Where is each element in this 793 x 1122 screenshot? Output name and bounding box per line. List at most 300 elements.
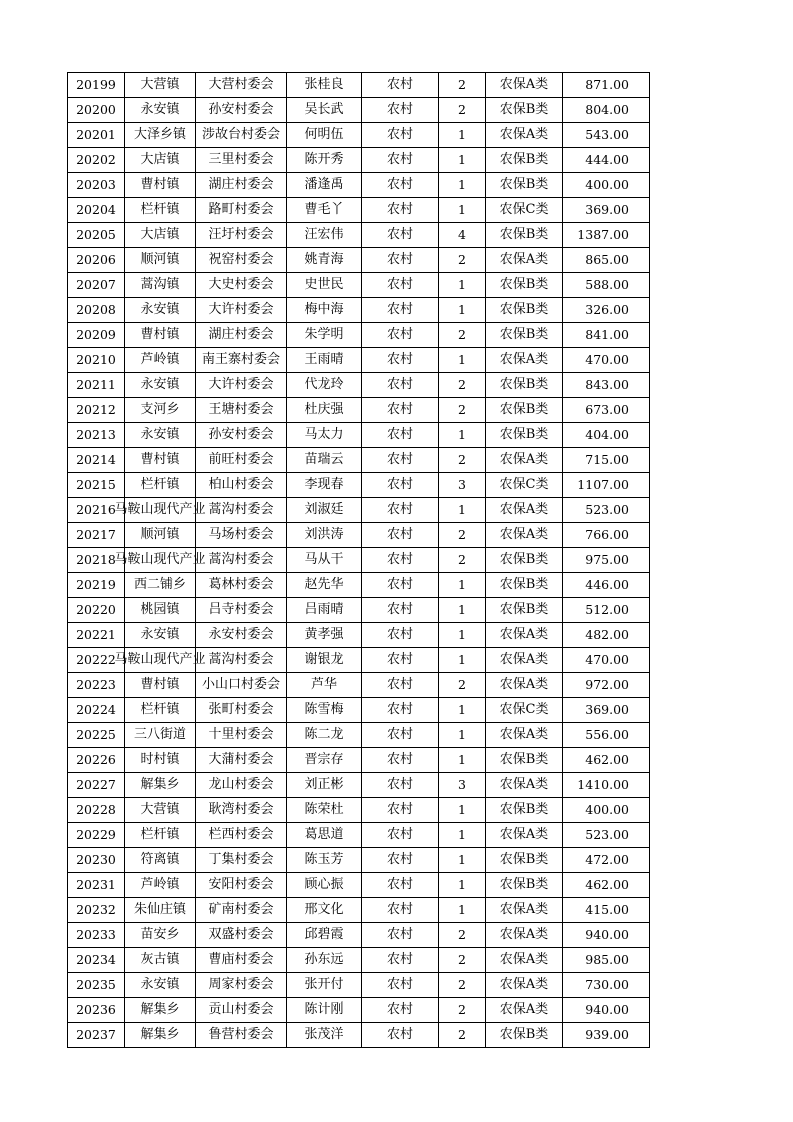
insurance-category-cell: 农保A类 xyxy=(486,623,563,648)
amount-cell: 400.00 xyxy=(563,173,650,198)
table-row xyxy=(68,548,650,573)
amount-cell: 470.00 xyxy=(563,648,650,673)
insurance-category-cell: 农保A类 xyxy=(486,248,563,273)
person-name-cell: 李现春 xyxy=(287,473,362,498)
person-name-cell: 陈开秀 xyxy=(287,148,362,173)
village-committee-cell: 耿湾村委会 xyxy=(196,798,287,823)
household-count-cell: 1 xyxy=(439,148,486,173)
record-id-cell: 20199 xyxy=(68,73,125,98)
table-row xyxy=(68,748,650,773)
person-name-cell: 陈玉芳 xyxy=(287,848,362,873)
person-name-cell: 赵先华 xyxy=(287,573,362,598)
table-row xyxy=(68,573,650,598)
household-count-cell: 2 xyxy=(439,248,486,273)
insurance-category-cell: 农保A类 xyxy=(486,448,563,473)
amount-cell: 940.00 xyxy=(563,998,650,1023)
household-count-cell: 3 xyxy=(439,473,486,498)
amount-cell: 404.00 xyxy=(563,423,650,448)
amount-cell: 843.00 xyxy=(563,373,650,398)
residence-type-cell: 农村 xyxy=(362,623,439,648)
records-table xyxy=(67,72,650,1048)
village-committee-cell: 柏山村委会 xyxy=(196,473,287,498)
town-cell: 曹村镇 xyxy=(125,448,196,473)
household-count-cell: 2 xyxy=(439,323,486,348)
record-id-cell: 20218 xyxy=(68,548,125,573)
village-committee-cell: 涉故台村委会 xyxy=(196,123,287,148)
table-row xyxy=(68,973,650,998)
table-row xyxy=(68,448,650,473)
insurance-category-cell: 农保A类 xyxy=(486,73,563,98)
insurance-category-cell: 农保B类 xyxy=(486,598,563,623)
table-row xyxy=(68,173,650,198)
table-row xyxy=(68,73,650,98)
village-committee-cell: 孙安村委会 xyxy=(196,423,287,448)
residence-type-cell: 农村 xyxy=(362,173,439,198)
village-committee-cell: 蒿沟村委会 xyxy=(196,498,287,523)
record-id-cell: 20235 xyxy=(68,973,125,998)
residence-type-cell: 农村 xyxy=(362,948,439,973)
town-cell: 栏杆镇 xyxy=(125,698,196,723)
table-row xyxy=(68,648,650,673)
amount-cell: 462.00 xyxy=(563,873,650,898)
insurance-category-cell: 农保B类 xyxy=(486,573,563,598)
person-name-cell: 陈二龙 xyxy=(287,723,362,748)
record-id-cell: 20201 xyxy=(68,123,125,148)
table-row xyxy=(68,623,650,648)
household-count-cell: 3 xyxy=(439,773,486,798)
record-id-cell: 20202 xyxy=(68,148,125,173)
town-cell: 栏杆镇 xyxy=(125,473,196,498)
town-cell: 解集乡 xyxy=(125,1023,196,1048)
person-name-cell: 吕雨晴 xyxy=(287,598,362,623)
person-name-cell: 刘正彬 xyxy=(287,773,362,798)
person-name-cell: 汪宏伟 xyxy=(287,223,362,248)
amount-cell: 841.00 xyxy=(563,323,650,348)
insurance-category-cell: 农保A类 xyxy=(486,773,563,798)
household-count-cell: 1 xyxy=(439,898,486,923)
insurance-category-cell: 农保A类 xyxy=(486,673,563,698)
household-count-cell: 2 xyxy=(439,973,486,998)
village-committee-cell: 大许村委会 xyxy=(196,373,287,398)
person-name-cell: 潘逢禹 xyxy=(287,173,362,198)
amount-cell: 673.00 xyxy=(563,398,650,423)
insurance-category-cell: 农保B类 xyxy=(486,323,563,348)
record-id-cell: 20200 xyxy=(68,98,125,123)
table-row xyxy=(68,823,650,848)
table-row xyxy=(68,873,650,898)
town-cell: 永安镇 xyxy=(125,973,196,998)
village-committee-cell: 大史村委会 xyxy=(196,273,287,298)
person-name-cell: 陈荣杜 xyxy=(287,798,362,823)
amount-cell: 400.00 xyxy=(563,798,650,823)
insurance-category-cell: 农保B类 xyxy=(486,423,563,448)
town-cell: 大店镇 xyxy=(125,148,196,173)
household-count-cell: 2 xyxy=(439,523,486,548)
town-cell: 灰古镇 xyxy=(125,948,196,973)
table-body xyxy=(68,73,650,1048)
household-count-cell: 2 xyxy=(439,398,486,423)
town-cell: 解集乡 xyxy=(125,773,196,798)
town-cell: 西二铺乡 xyxy=(125,573,196,598)
record-id-cell: 20223 xyxy=(68,673,125,698)
table-row xyxy=(68,473,650,498)
household-count-cell: 2 xyxy=(439,673,486,698)
table-row xyxy=(68,98,650,123)
amount-cell: 446.00 xyxy=(563,573,650,598)
person-name-cell: 代龙玲 xyxy=(287,373,362,398)
person-name-cell: 顾心振 xyxy=(287,873,362,898)
village-committee-cell: 张町村委会 xyxy=(196,698,287,723)
village-committee-cell: 吕寺村委会 xyxy=(196,598,287,623)
amount-cell: 730.00 xyxy=(563,973,650,998)
insurance-category-cell: 农保A类 xyxy=(486,998,563,1023)
table-row xyxy=(68,723,650,748)
insurance-category-cell: 农保A类 xyxy=(486,948,563,973)
amount-cell: 766.00 xyxy=(563,523,650,548)
record-id-cell: 20212 xyxy=(68,398,125,423)
residence-type-cell: 农村 xyxy=(362,848,439,873)
town-cell xyxy=(114,498,206,523)
household-count-cell: 1 xyxy=(439,698,486,723)
person-name-cell: 张茂洋 xyxy=(287,1023,362,1048)
record-id-cell: 20230 xyxy=(68,848,125,873)
insurance-category-cell: 农保A类 xyxy=(486,348,563,373)
town-cell: 朱仙庄镇 xyxy=(125,898,196,923)
town-cell: 芦岭镇 xyxy=(125,348,196,373)
household-count-cell: 1 xyxy=(439,348,486,373)
record-id-cell: 20203 xyxy=(68,173,125,198)
amount-cell: 715.00 xyxy=(563,448,650,473)
table-row xyxy=(68,698,650,723)
residence-type-cell: 农村 xyxy=(362,973,439,998)
record-id-cell: 20219 xyxy=(68,573,125,598)
table-row xyxy=(68,598,650,623)
residence-type-cell: 农村 xyxy=(362,198,439,223)
residence-type-cell: 农村 xyxy=(362,648,439,673)
village-committee-cell: 湖庄村委会 xyxy=(196,173,287,198)
town-cell: 三八街道 xyxy=(125,723,196,748)
residence-type-cell: 农村 xyxy=(362,123,439,148)
household-count-cell: 1 xyxy=(439,273,486,298)
village-committee-cell: 马场村委会 xyxy=(196,523,287,548)
household-count-cell: 1 xyxy=(439,823,486,848)
town-cell: 桃园镇 xyxy=(125,598,196,623)
person-name-cell: 邢文化 xyxy=(287,898,362,923)
village-committee-cell: 大蒲村委会 xyxy=(196,748,287,773)
town-cell: 支河乡 xyxy=(125,398,196,423)
person-name-cell: 何明伍 xyxy=(287,123,362,148)
record-id-cell: 20232 xyxy=(68,898,125,923)
household-count-cell: 2 xyxy=(439,998,486,1023)
town-cell: 顺河镇 xyxy=(125,248,196,273)
insurance-category-cell: 农保A类 xyxy=(486,523,563,548)
amount-cell: 470.00 xyxy=(563,348,650,373)
record-id-cell: 20222 xyxy=(68,648,125,673)
table-row xyxy=(68,348,650,373)
table-row xyxy=(68,298,650,323)
amount-cell: 512.00 xyxy=(563,598,650,623)
residence-type-cell: 农村 xyxy=(362,673,439,698)
person-name-cell: 芦华 xyxy=(287,673,362,698)
village-committee-cell: 十里村委会 xyxy=(196,723,287,748)
town-cell: 大店镇 xyxy=(125,223,196,248)
village-committee-cell: 路町村委会 xyxy=(196,198,287,223)
amount-cell: 369.00 xyxy=(563,198,650,223)
residence-type-cell: 农村 xyxy=(362,823,439,848)
amount-cell: 1107.00 xyxy=(563,473,650,498)
person-name-cell: 晋宗存 xyxy=(287,748,362,773)
record-id-cell: 20234 xyxy=(68,948,125,973)
record-id-cell: 20216 xyxy=(68,498,125,523)
village-committee-cell: 蒿沟村委会 xyxy=(196,648,287,673)
person-name-cell: 刘淑廷 xyxy=(287,498,362,523)
insurance-category-cell: 农保B类 xyxy=(486,848,563,873)
residence-type-cell: 农村 xyxy=(362,248,439,273)
town-cell: 时村镇 xyxy=(125,748,196,773)
town-text: 马鞍山现代产业 xyxy=(114,652,206,667)
residence-type-cell: 农村 xyxy=(362,523,439,548)
village-committee-cell: 葛林村委会 xyxy=(196,573,287,598)
town-cell: 永安镇 xyxy=(125,423,196,448)
record-id-cell: 20215 xyxy=(68,473,125,498)
record-id-cell: 20229 xyxy=(68,823,125,848)
household-count-cell: 2 xyxy=(439,98,486,123)
amount-cell: 865.00 xyxy=(563,248,650,273)
insurance-category-cell: 农保A类 xyxy=(486,123,563,148)
village-committee-cell: 安阳村委会 xyxy=(196,873,287,898)
village-committee-cell: 鲁营村委会 xyxy=(196,1023,287,1048)
amount-cell: 940.00 xyxy=(563,923,650,948)
insurance-category-cell: 农保B类 xyxy=(486,1023,563,1048)
amount-cell: 444.00 xyxy=(563,148,650,173)
person-name-cell: 马从干 xyxy=(287,548,362,573)
town-cell: 大营镇 xyxy=(125,798,196,823)
household-count-cell: 1 xyxy=(439,498,486,523)
town-cell: 芦岭镇 xyxy=(125,873,196,898)
amount-cell: 588.00 xyxy=(563,273,650,298)
amount-cell: 523.00 xyxy=(563,498,650,523)
table-row xyxy=(68,948,650,973)
record-id-cell: 20210 xyxy=(68,348,125,373)
town-cell: 永安镇 xyxy=(125,298,196,323)
household-count-cell: 1 xyxy=(439,748,486,773)
record-id-cell: 20208 xyxy=(68,298,125,323)
record-id-cell: 20227 xyxy=(68,773,125,798)
household-count-cell: 1 xyxy=(439,848,486,873)
table-row xyxy=(68,123,650,148)
insurance-category-cell: 农保B类 xyxy=(486,98,563,123)
person-name-cell: 邱碧霞 xyxy=(287,923,362,948)
household-count-cell: 1 xyxy=(439,298,486,323)
amount-cell: 972.00 xyxy=(563,673,650,698)
village-committee-cell: 小山口村委会 xyxy=(196,673,287,698)
insurance-category-cell: 农保A类 xyxy=(486,973,563,998)
village-committee-cell: 曹庙村委会 xyxy=(196,948,287,973)
residence-type-cell: 农村 xyxy=(362,498,439,523)
person-name-cell: 史世民 xyxy=(287,273,362,298)
village-committee-cell: 南王寨村委会 xyxy=(196,348,287,373)
insurance-category-cell: 农保B类 xyxy=(486,548,563,573)
household-count-cell: 1 xyxy=(439,173,486,198)
village-committee-cell: 矿南村委会 xyxy=(196,898,287,923)
household-count-cell: 1 xyxy=(439,198,486,223)
amount-cell: 369.00 xyxy=(563,698,650,723)
town-cell: 符离镇 xyxy=(125,848,196,873)
table-row xyxy=(68,848,650,873)
insurance-category-cell: 农保B类 xyxy=(486,223,563,248)
village-committee-cell: 大许村委会 xyxy=(196,298,287,323)
person-name-cell: 吴长武 xyxy=(287,98,362,123)
household-count-cell: 1 xyxy=(439,423,486,448)
town-cell: 曹村镇 xyxy=(125,173,196,198)
insurance-category-cell: 农保A类 xyxy=(486,498,563,523)
household-count-cell: 4 xyxy=(439,223,486,248)
residence-type-cell: 农村 xyxy=(362,373,439,398)
household-count-cell: 2 xyxy=(439,948,486,973)
record-id-cell: 20236 xyxy=(68,998,125,1023)
residence-type-cell: 农村 xyxy=(362,98,439,123)
residence-type-cell: 农村 xyxy=(362,223,439,248)
town-cell: 永安镇 xyxy=(125,98,196,123)
amount-cell: 975.00 xyxy=(563,548,650,573)
amount-cell: 871.00 xyxy=(563,73,650,98)
amount-cell: 939.00 xyxy=(563,1023,650,1048)
record-id-cell: 20224 xyxy=(68,698,125,723)
record-id-cell: 20204 xyxy=(68,198,125,223)
person-name-cell: 曹毛丫 xyxy=(287,198,362,223)
insurance-category-cell: 农保B类 xyxy=(486,373,563,398)
person-name-cell: 姚青海 xyxy=(287,248,362,273)
household-count-cell: 1 xyxy=(439,623,486,648)
residence-type-cell: 农村 xyxy=(362,323,439,348)
town-cell: 栏杆镇 xyxy=(125,823,196,848)
insurance-category-cell: 农保B类 xyxy=(486,873,563,898)
person-name-cell: 刘洪涛 xyxy=(287,523,362,548)
village-committee-cell: 丁集村委会 xyxy=(196,848,287,873)
insurance-category-cell: 农保B类 xyxy=(486,148,563,173)
residence-type-cell: 农村 xyxy=(362,773,439,798)
amount-cell: 326.00 xyxy=(563,298,650,323)
household-count-cell: 1 xyxy=(439,123,486,148)
residence-type-cell: 农村 xyxy=(362,148,439,173)
town-cell xyxy=(114,648,206,673)
person-name-cell: 王雨晴 xyxy=(287,348,362,373)
town-cell: 解集乡 xyxy=(125,998,196,1023)
town-cell: 蒿沟镇 xyxy=(125,273,196,298)
residence-type-cell: 农村 xyxy=(362,73,439,98)
village-committee-cell: 前旺村委会 xyxy=(196,448,287,473)
village-committee-cell: 湖庄村委会 xyxy=(196,323,287,348)
town-cell: 永安镇 xyxy=(125,623,196,648)
residence-type-cell: 农村 xyxy=(362,798,439,823)
record-id-cell: 20228 xyxy=(68,798,125,823)
table-row xyxy=(68,498,650,523)
record-id-cell: 20217 xyxy=(68,523,125,548)
household-count-cell: 1 xyxy=(439,598,486,623)
residence-type-cell: 农村 xyxy=(362,548,439,573)
record-id-cell: 20237 xyxy=(68,1023,125,1048)
town-cell: 顺河镇 xyxy=(125,523,196,548)
residence-type-cell: 农村 xyxy=(362,723,439,748)
table-row xyxy=(68,798,650,823)
town-cell xyxy=(114,548,206,573)
record-id-cell: 20220 xyxy=(68,598,125,623)
village-committee-cell: 周家村委会 xyxy=(196,973,287,998)
table-row xyxy=(68,673,650,698)
person-name-cell: 朱学明 xyxy=(287,323,362,348)
person-name-cell: 谢银龙 xyxy=(287,648,362,673)
household-count-cell: 2 xyxy=(439,448,486,473)
household-count-cell: 2 xyxy=(439,548,486,573)
insurance-category-cell: 农保C类 xyxy=(486,198,563,223)
amount-cell: 462.00 xyxy=(563,748,650,773)
residence-type-cell: 农村 xyxy=(362,573,439,598)
insurance-category-cell: 农保A类 xyxy=(486,923,563,948)
household-count-cell: 2 xyxy=(439,923,486,948)
table-row xyxy=(68,198,650,223)
household-count-cell: 1 xyxy=(439,573,486,598)
insurance-category-cell: 农保B类 xyxy=(486,273,563,298)
residence-type-cell: 农村 xyxy=(362,998,439,1023)
town-cell: 大泽乡镇 xyxy=(125,123,196,148)
insurance-category-cell: 农保C类 xyxy=(486,473,563,498)
record-id-cell: 20209 xyxy=(68,323,125,348)
residence-type-cell: 农村 xyxy=(362,748,439,773)
record-id-cell: 20231 xyxy=(68,873,125,898)
record-id-cell: 20221 xyxy=(68,623,125,648)
record-id-cell: 20213 xyxy=(68,423,125,448)
record-id-cell: 20214 xyxy=(68,448,125,473)
record-id-cell: 20233 xyxy=(68,923,125,948)
insurance-category-cell: 农保B类 xyxy=(486,798,563,823)
amount-cell: 415.00 xyxy=(563,898,650,923)
table-row xyxy=(68,148,650,173)
record-id-cell: 20225 xyxy=(68,723,125,748)
residence-type-cell: 农村 xyxy=(362,873,439,898)
table-row xyxy=(68,423,650,448)
village-committee-cell: 永安村委会 xyxy=(196,623,287,648)
record-id-cell: 20226 xyxy=(68,748,125,773)
amount-cell: 804.00 xyxy=(563,98,650,123)
amount-cell: 1387.00 xyxy=(563,223,650,248)
insurance-category-cell: 农保A类 xyxy=(486,898,563,923)
town-cell: 苗安乡 xyxy=(125,923,196,948)
town-cell: 栏杆镇 xyxy=(125,198,196,223)
household-count-cell: 1 xyxy=(439,873,486,898)
village-committee-cell: 龙山村委会 xyxy=(196,773,287,798)
village-committee-cell: 王塘村委会 xyxy=(196,398,287,423)
residence-type-cell: 农村 xyxy=(362,273,439,298)
residence-type-cell: 农村 xyxy=(362,923,439,948)
table-row xyxy=(68,373,650,398)
person-name-cell: 张开付 xyxy=(287,973,362,998)
town-cell: 永安镇 xyxy=(125,373,196,398)
record-id-cell: 20205 xyxy=(68,223,125,248)
residence-type-cell: 农村 xyxy=(362,398,439,423)
residence-type-cell: 农村 xyxy=(362,448,439,473)
table-row xyxy=(68,248,650,273)
table-row xyxy=(68,998,650,1023)
village-committee-cell: 汪圩村委会 xyxy=(196,223,287,248)
household-count-cell: 1 xyxy=(439,798,486,823)
amount-cell: 482.00 xyxy=(563,623,650,648)
amount-cell: 1410.00 xyxy=(563,773,650,798)
town-text: 马鞍山现代产业 xyxy=(114,552,206,567)
record-id-cell: 20206 xyxy=(68,248,125,273)
person-name-cell: 苗瑞云 xyxy=(287,448,362,473)
amount-cell: 523.00 xyxy=(563,823,650,848)
amount-cell: 543.00 xyxy=(563,123,650,148)
